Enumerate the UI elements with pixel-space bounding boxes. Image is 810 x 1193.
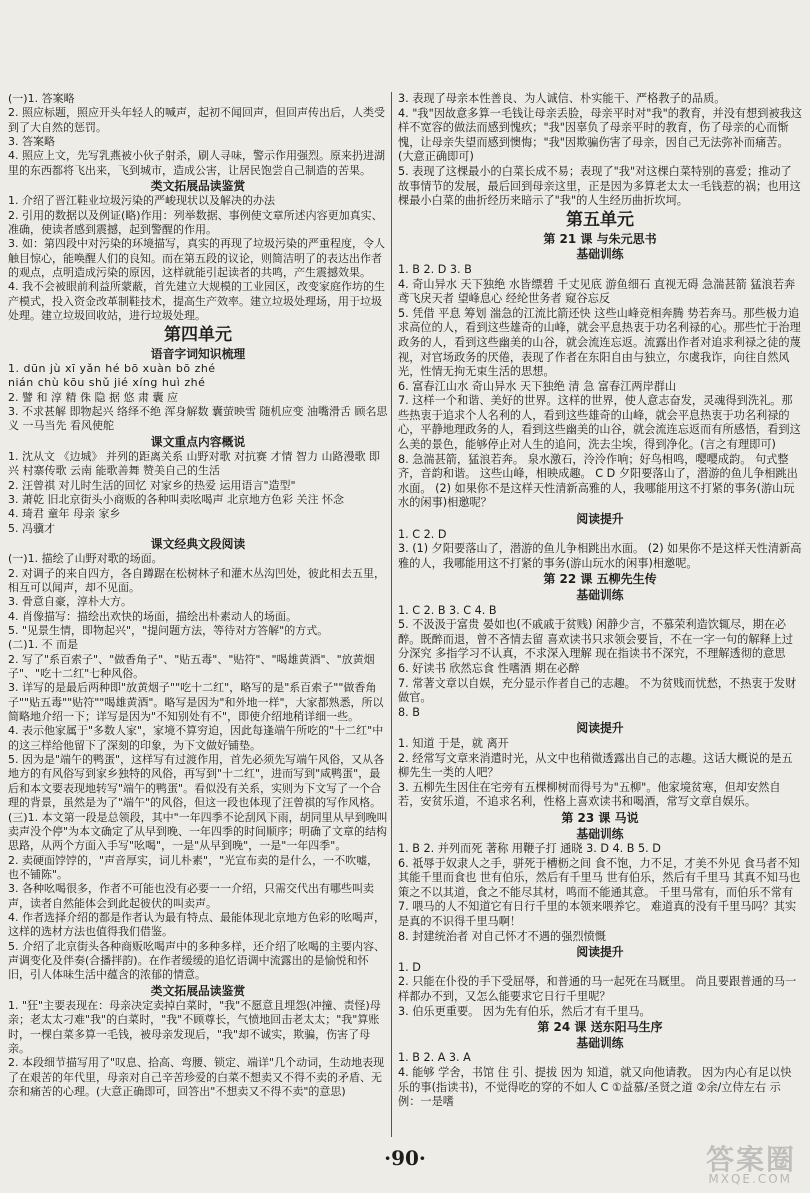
answer-line: 3. 不求甚解 即物起兴 络绎不绝 浑身解数 囊萤映雪 随机应变 油嘴滑舌 顾名思义 一马当先 看风使舵	[8, 404, 388, 433]
pinyin-line: nián chù kōu shǔ jié xíng huì zhé	[8, 376, 206, 390]
watermark-logo	[672, 1138, 802, 1188]
section-heading: 基础训练	[576, 826, 624, 841]
answer-line: 5. 冯骥才	[8, 521, 55, 535]
section-heading: 阅读提升	[576, 945, 624, 960]
answer-line: 3. 答案略	[8, 135, 55, 149]
answer-line: 1. C 2. D	[398, 527, 447, 541]
answer-line: (三)1. 本文第一段是总领段，其中"一年四季不论刮风下雨，胡同里从早到晚叫卖声没个停"为本文确定了从早到晚、一年四季的时间顺序；明确了文章的结构思路，从两个方面入手写"吆喝"，一是"从早到晚"，一是"一年四季"。	[8, 810, 388, 853]
answer-line: 3. 表现了母亲本性善良、为人诚信、朴实能干、严格教子的品质。	[398, 92, 726, 105]
answer-line: 2. 经常写文章来消遣时光，从文中也稍微透露出自己的志趣。这话大概说的是五柳先生一类的人吧？	[398, 751, 793, 780]
column-divider	[391, 92, 392, 1137]
answer-line: 4. 肖像描写：描绘出欢快的场面，描绘出朴素动人的场面。	[8, 609, 297, 623]
answer-line: 3. 各种吆喝很多，作者不可能也没有必要一一介绍，只需交代出有哪些叫卖声，读者自然能体会到此起彼伏的叫卖声。	[8, 882, 374, 910]
answer-line: 6. 好读书 欣然忘食 性嗜酒 期在必醉	[398, 661, 580, 675]
answer-line: 2. 只能在仆役的手下受屈辱，和普通的马一起死在马厩里。 尚且要跟普通的马一样都办不到，又怎么能要求它日行千里呢？	[398, 975, 797, 1004]
answer-line: 5. 因为是"端午的鸭蛋"，这样写有过渡作用，首先必须先写端午风俗，又从各地方的有风俗写到家乡独特的风俗，再写到"十二红"，进而写到"咸鸭蛋"，最后和本文要表现地转写"端午的鸭蛋"。看似没有关系，实则为下文写了一个合理的背景，虽然是为了"端午"的风俗，但这一段也体现了汪曾祺的写作风格。	[8, 753, 385, 810]
answer-line: 4. 照应上文，先写乳燕被小伙子射杀，刷人寻味，警示作用强烈。原来扔进湖里的东西都将飞出来，飞到城市，造成公害，让居民饱尝自己制造的苦果。	[8, 149, 385, 177]
answer-line: 8. B	[398, 705, 420, 719]
answer-line: 5. 不汲汲于富贵 晏如也(不戚戚于贫贱) 闲静少言，不慕荣利造饮辄尽，期在必醉。既醉而退，曾不吝情去留 喜欢读书只求领会要旨，不在一字一句的解释上过分深究 多指学习不认真，不求深入理解 现在指读书不深究，不理解透彻的意思	[398, 618, 794, 661]
answer-line: 7. 常著文章以自娱，充分显示作者自己的志趣。 不为贫贱而忧愁，不热衷于发财做官。	[398, 676, 797, 705]
lesson-heading: 第 22 课 五柳先生传	[543, 572, 657, 587]
lesson-heading: 第 23 课 马说	[561, 810, 639, 825]
answer-line: 6. 祗辱于奴隶人之手，骈死于槽枥之间 食不饱，力不足，才美不外见 食马者不知其能千里而食也 世有伯乐，然后有千里马 世有伯乐，然后有千里马 其真不知马也 策之不以其道，食之不能尽其材，鸣而不能通其意。 千里马常有，而伯乐不常有	[398, 856, 801, 899]
answer-line: 8. 封建统治者 对自己怀才不遇的强烈愤慨	[398, 929, 606, 943]
section-heading: 基础训练	[576, 247, 624, 262]
lesson-heading: 第 21 课 与朱元思书	[543, 231, 657, 246]
left-column	[8, 92, 388, 1099]
pinyin-line: 1. dūn jù xī yǎn hé bō xuàn bō zhé	[8, 361, 216, 375]
answer-line: 3. (1) 夕阳要落山了，潜游的鱼儿争相跳出水面。 (2) 如果你不是这样天性清新高雅的人，我哪能用这不打紧的事务(游山玩水的闲事)相邀呢。	[398, 542, 802, 570]
answer-line: 4. 琦君 童年 母亲 家乡	[8, 507, 121, 521]
answer-line: (一)1. 答案略	[8, 92, 75, 105]
section-heading: 基础训练	[576, 1035, 624, 1050]
answer-line: 6. 富春江山水 奇山异水 天下独绝 清 急 富春江两岸群山	[398, 379, 677, 393]
answer-line: 7. 这样一个和谐、美好的世界。这样的世界，使人意志奋发，灵魂得到洗礼。那些热衷于追求个人名利的人，看到这些雄奇的山峰，就会平息热衷于功名利禄的心，平静地理政务的人，看到这些幽美的山谷，就会流连忘返而有所感悟，看到这么美的景色，能够停止对人生的追问，洗去尘埃，得到净化。(言之有理即可)	[398, 394, 801, 452]
answer-line: 1. D	[398, 960, 421, 974]
answer-line: 1. "狂"主要表现在：母亲决定卖掉白菜时，"我"不愿意且埋怨(冲撞、责怪)母亲；老太太刁难"我"的白菜时，"我"不顾尊长，气愤地回击老太太；"我"算账时，一棵白菜多算一毛钱，被母亲发现后，"我"却不诚实，欺骗，伤害了母亲。	[8, 998, 381, 1055]
answer-line: 1. 沈从文 《边城》 并列的距离关系 山野对歌 对抗赛 才情 智力 山路漫歌 即兴 村寨传歌 云南 能歌善舞 赞美自己的生活	[8, 449, 380, 478]
answer-line: 2. 譬 和 淳 精 侏 隐 据 悠 肃 囊 应	[8, 390, 178, 404]
watermark-domain: MXQE.COM	[708, 1172, 792, 1186]
answer-line: 4. 能够 学舍，书馆 住 引、提拔 因为 知道，就又向他请教。 因为内心有足以快乐的事(指读书)，不觉得吃的穿的不如人 C ①益慕/圣贤之道 ②余/立侍左右 示例：一是嗜	[398, 1066, 792, 1109]
section-heading: 类文拓展品读鉴赏	[150, 179, 246, 194]
answer-line: 1. B 2. A 3. A	[398, 1051, 471, 1065]
answer-line: 4. 作者选择介绍的都是作者认为最有特点、最能体现北京地方色彩的吆喝声，这样的选材方法也值得我们借鉴。	[8, 910, 385, 939]
answer-line: 2. 本段细节描写用了"叹息、拾高、弯腰、锁定、端详"几个动词，生动地表现了在艰苦的年代里，母亲对自己辛苦珍爱的白菜不想卖又不得不卖的矛盾、无奈和痛苦的心理。(大意正确即可，回答出"不想卖又不得不卖"的意思)	[8, 1056, 385, 1099]
section-heading: 课文重点内容概说	[150, 434, 246, 449]
answer-line: 5. 表现了这棵最小的白菜长成不易；表现了"我"对这棵白菜特别的喜爱；推动了故事情节的发展，最后回到母亲这里，正是因为多算老太太一毛钱惹的祸；也用这棵最小白菜的曲折经历来暗示了"我"的人生经历曲折坎坷。	[398, 164, 801, 208]
answer-line: 4. 我不会被眼前利益所蒙蔽，首先建立大规模的工业园区，改变家庭作坊的生产模式，投入资金改革制鞋技术，提高生产效率。建立垃圾处理场，用于垃圾处理。建立垃圾回收站，进行垃圾处理。	[8, 280, 385, 323]
answer-line: 2. 写了"系百索子"、"做香角子"、"贴五毒"、"贴符"、"喝雄黄酒"、"放黄烟子"、"吃十二红"七种风俗。	[8, 652, 375, 681]
right-column	[398, 92, 802, 1110]
section-heading: 类文拓展品读鉴赏	[150, 983, 246, 998]
answer-line: 3. 如：第四段中对污染的环境描写，真实的再现了垃圾污染的严重程度，令人触目惊心，能唤醒人们的良知。而在第五段的议论，则简洁明了的表达出作者的观点，点明造成污染的原因，这样就能引起读者的共鸣，产生震撼效果。	[8, 237, 385, 280]
answer-line: 8. 急湍甚箭，猛浪若奔。 泉水激石，泠泠作响；好鸟相鸣，嘤嘤成韵。 句式整齐，音韵和谐。 这些山峰，相映成趣。 C D 夕阳要落山了，潜游的鱼儿争相跳出水面。 (2) 如果你不是这样天性清新高雅的人，我哪能用这不打紧的事务(游山玩水的闲事)相邀呢？	[398, 452, 798, 510]
watermark-brand: 答案圈	[705, 1143, 796, 1176]
section-heading: 阅读提升	[576, 721, 624, 736]
section-heading: 课文经典文段阅读	[150, 536, 246, 551]
unit-heading: 第四单元	[164, 324, 232, 345]
answer-line: 5. 凭借 平息 筹划 湍急的江流比箭还快 这些山峰竞相奔腾 势若奔马。那些极力追求高位的人，看到这些雄奇的山峰，就会平息热衷于功名利禄的心。那些忙于治理政务的人，看到这些幽美的山谷，就会流连忘返。流露出作者对追求利禄之徒的蔑视，对官场政务的厌倦，表现了作者在东阳自由与独立，尔虞我诈，向往自然风光，性情无拘无束生活的思想。	[398, 306, 801, 379]
answer-line: 1. C 2. B 3. C 4. B	[398, 603, 497, 617]
answer-line: 4. 奇山异水 天下独绝 水皆缥碧 千丈见底 游鱼细石 直视无碍 急湍甚箭 猛浪若奔 鸢飞戾天者 望峰息心 经纶世务者 窥谷忘反	[398, 277, 796, 306]
answer-line: 1. 介绍了晋江鞋业垃圾污染的严峻现状以及解决的办法	[8, 194, 275, 208]
answer-line: 1. B 2. D 3. B	[398, 262, 472, 276]
section-heading: 阅读提升	[576, 512, 624, 527]
lesson-heading: 第 24 课 送东阳马生序	[537, 1020, 663, 1035]
answer-line: 5. "见景生情，即物起兴"，"提问题方法，等待对方答解"的方式。	[8, 624, 329, 638]
answer-line: 2. 对调子的来自四方，各自蹲踞在松树林子和灌木丛沟凹处，彼此相去五里，相互可以闻声，却不见面。	[8, 566, 385, 594]
section-heading: 基础训练	[576, 588, 624, 602]
answer-line: 3. 伯乐更重要。 因为先有伯乐，然后才有千里马。	[398, 1004, 651, 1018]
answer-line: 3. 骨意自豪，淳朴大方。	[8, 595, 132, 609]
answer-line: 2. 引用的数据以及例证(略)作用：列举数据、事例使文章所述内容更加真实、准确，使读者感到震撼，起到警醒的作用。	[8, 208, 383, 237]
answer-line: 3. 详写的是最后两种即"放黄烟子""吃十二红"，略写的是"系百索子""做香角子""贴五毒""贴符""喝雄黄酒"。略写是因为"和外地一样"，大家都熟悉，所以简略地介绍一下；详写是因为"不知别处有不"，即使介绍地稍详细一些。	[8, 681, 384, 724]
answer-line: (二)1. 不 而是	[8, 638, 79, 652]
unit-heading: 第五单元	[566, 209, 634, 230]
answer-line: 3. 萧乾 旧北京街头小商贩的各种叫卖吆喝声 北京地方色彩 关注 怀念	[8, 492, 344, 506]
answer-line: (一)1. 描绘了山野对歌的场面。	[8, 552, 163, 566]
answer-line: 1. 知道 于是，就 离开	[398, 736, 509, 750]
answer-line: 4. 表示他家属于"多数人家"，家境不算穷迫，因此每逢端午所吃的"十二红"中的这三样给他留下了深刻的印象，为下文做好铺垫。	[8, 724, 384, 752]
answer-line: 1. B 2. 并列而死 著称 用鞭子打 通晓 3. D 4. B 5. D	[398, 842, 661, 856]
answer-line: 2. 卖硬面饽饽的，"声音厚实，词儿朴素"，"光宣布卖的是什么，一不吹嘘，也不铺陈"。	[8, 853, 379, 881]
answer-line: 7. 喂马的人不知道它有日行千里的本领来喂养它。 难道真的没有千里马吗？其实是真的不识得千里马啊！	[398, 900, 797, 929]
answer-line: 3. 五柳先生因住在宅旁有五棵柳树而得号为"五柳"。他家境贫寒，但却安然自若，安贫乐道，不追求名利，性格上喜欢读书和喝酒，常写文章自娱乐。	[398, 780, 781, 809]
answer-line: 5. 介绍了北京街头各种商贩吆喝声中的多种多样，还介绍了吆喝的主要内容、声调变化及伴奏(合播拌韵)。在作者缓缓的追忆语调中流露出的是愉悦和怀旧，引人体味生活中蕴含的浓郁的情意。	[8, 939, 385, 982]
section-heading: 语音字词知识梳理	[150, 346, 246, 361]
page-number: ·90·	[384, 1146, 426, 1170]
answer-line: 2. 照应标题，照应开头年轻人的喊声，起初不闻回声，但回声传出后，人类受到了大自然的惩罚。	[8, 106, 385, 134]
answer-line: 4. "我"因故意多算一毛钱让母亲丢脸，母亲平时对"我"的教育，并没有想到被我这样不宽容的做法而感到愧疚；"我"因辜负了母亲平时的教育，伤了母亲的心而惭愧，让母亲失望而感到懊悔；"我"因欺骗伤害了母亲，因自己无法弥补而痛苦。(大意正确即可)	[398, 106, 803, 164]
answer-line: 2. 汪曾祺 对儿时生活的回忆 对家乡的热爱 运用语言"造型"	[8, 478, 296, 492]
